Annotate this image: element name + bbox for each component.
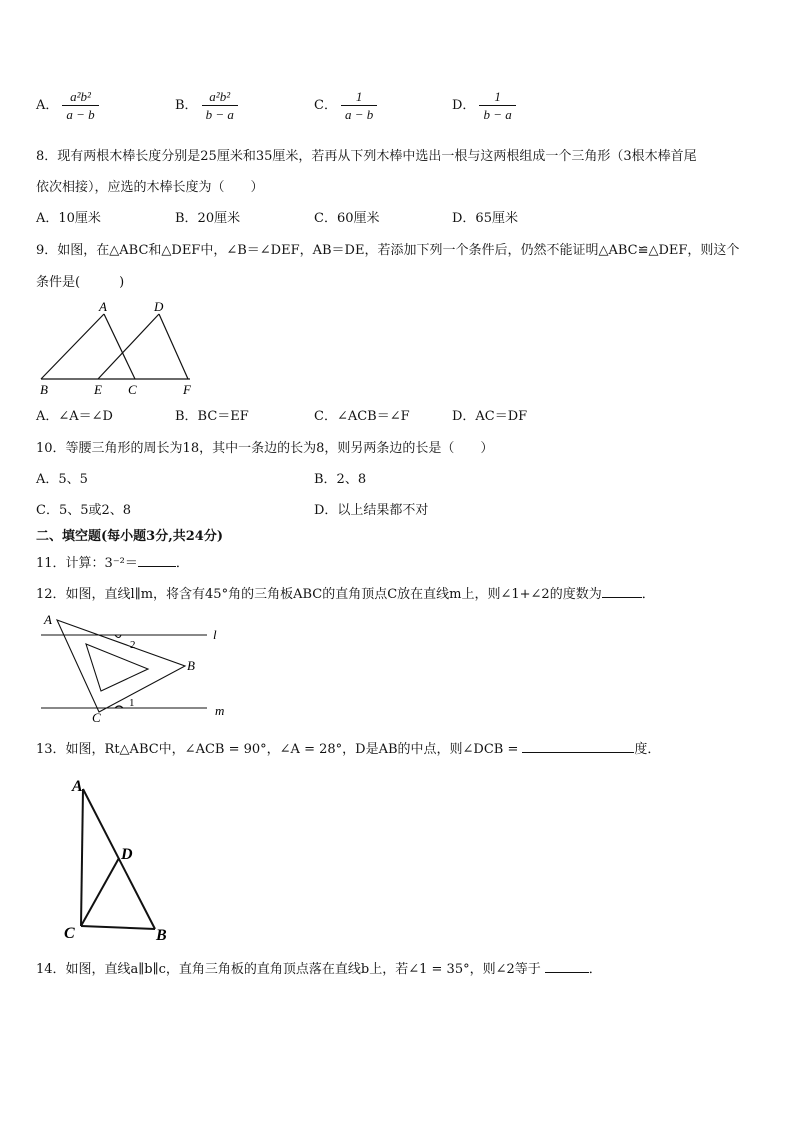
- numerator: a²b²: [202, 88, 238, 106]
- label-e: E: [94, 382, 102, 397]
- numerator: 1: [479, 88, 515, 106]
- label-angle-1: 1: [129, 697, 135, 709]
- label-b: B: [156, 927, 167, 944]
- q12: [36, 583, 655, 602]
- q9-line2: 条件是( ): [36, 275, 125, 290]
- option-label: B．: [175, 98, 198, 113]
- option-label: A．: [36, 98, 59, 113]
- q11-text: 11．计算：3⁻²＝: [36, 556, 138, 571]
- q10-option-c: C．5、5或2、8: [36, 503, 132, 518]
- q13-answer-blank[interactable]: [522, 752, 634, 753]
- q7-option-c: [314, 88, 377, 123]
- section-title: 二、填空题(每小题3分,共24分): [36, 529, 223, 544]
- triangle-outer: [57, 620, 185, 712]
- label-c: C: [128, 382, 137, 397]
- segment-ac: [104, 314, 135, 379]
- label-a: A: [99, 299, 107, 314]
- q12-end: ．: [641, 587, 655, 602]
- label-m: m: [215, 703, 225, 718]
- denominator: a − b: [344, 107, 374, 122]
- q9-option-a: A．∠A＝∠D: [36, 409, 113, 424]
- fraction: [479, 88, 515, 123]
- segment-cb: [81, 926, 155, 929]
- segment-cd: [81, 858, 119, 926]
- denominator: a − b: [66, 107, 95, 122]
- numerator: a²b²: [62, 88, 98, 106]
- denominator: b − a: [205, 107, 234, 122]
- label-angle-2: 2: [130, 639, 136, 651]
- q9-figure: [35, 296, 205, 398]
- q8-option-a: A．10厘米: [36, 211, 101, 226]
- q11-answer-blank[interactable]: [138, 566, 176, 567]
- q14: [36, 958, 602, 977]
- q14-answer-blank[interactable]: [545, 972, 589, 973]
- option-label: D．: [452, 98, 476, 113]
- label-l: l: [213, 627, 217, 642]
- q10-option-d: D．以上结果都不对: [314, 503, 429, 518]
- fraction: [202, 88, 238, 123]
- q10-option-a: A．5、5: [36, 472, 88, 487]
- q13-text: 13．如图，Rt△ABC中，∠ACB = 90°，∠A = 28°，D是AB的中点，则∠DCB =: [36, 742, 519, 757]
- q10-option-b: B．2、8: [314, 472, 367, 487]
- q8-line1: 8．现有两根木棒长度分别是25厘米和35厘米，若再从下列木棒中选出一根与这两根组成一个三角形（3根木棒首尾: [36, 149, 697, 164]
- q12-text: 12．如图，直线l∥m，将含有45°角的三角板ABC的直角顶点C放在直线m上，则∠1+∠2的度数为: [36, 587, 602, 602]
- q9-line1: 9．如图，在△ABC和△DEF中，∠B＝∠DEF，AB＝DE，若添加下列一个条件后，仍然不能证明△ABC≌△DEF，则这个: [36, 243, 740, 258]
- q14-end: ．: [588, 962, 602, 977]
- q10-text: 10．等腰三角形的周长为18，其中一条边的长为8，则另两条边的长是（ ）: [36, 441, 494, 456]
- label-c: C: [92, 710, 101, 725]
- label-c: C: [64, 925, 75, 942]
- segment-de: [98, 314, 159, 379]
- q13-end: 度．: [634, 742, 661, 757]
- q8-option-c: C．60厘米: [314, 211, 380, 226]
- label-a: A: [72, 778, 83, 795]
- q14-text: 14．如图，直线a∥b∥c，直角三角板的直角顶点落在直线b上，若∠1 = 35°，则∠2等于: [36, 962, 541, 977]
- triangle-inner: [86, 644, 148, 691]
- fraction: [62, 88, 98, 123]
- label-f: F: [183, 382, 191, 397]
- q13: [36, 738, 660, 757]
- label-a: A: [44, 612, 52, 627]
- label-d: D: [154, 299, 164, 314]
- denominator: b − a: [483, 107, 512, 122]
- option-label: C．: [314, 98, 337, 113]
- q12-figure: [35, 608, 235, 726]
- q9-option-b: B．BC＝EF: [175, 409, 249, 424]
- q12-answer-blank[interactable]: [602, 597, 642, 598]
- q7-option-b: [175, 88, 238, 123]
- numerator: 1: [341, 88, 377, 106]
- segment-ac: [81, 789, 83, 926]
- q8-line2: 依次相接），应选的木棒长度为（ ）: [36, 180, 264, 195]
- label-b: B: [187, 658, 195, 673]
- segment-df: [159, 314, 188, 379]
- fraction: [341, 88, 377, 123]
- q8-option-d: D．65厘米: [452, 211, 518, 226]
- label-d: D: [121, 846, 133, 863]
- q13-figure: [55, 772, 185, 944]
- q7-option-a: [36, 88, 99, 123]
- q11-end: ．: [175, 556, 189, 571]
- q7-option-d: [452, 88, 516, 123]
- q9-option-c: C．∠ACB＝∠F: [314, 409, 410, 424]
- q8-option-b: B．20厘米: [175, 211, 241, 226]
- q11: [36, 552, 189, 571]
- label-b: B: [40, 382, 48, 397]
- q9-option-d: D．AC＝DF: [452, 409, 528, 424]
- segment-ab: [41, 314, 104, 379]
